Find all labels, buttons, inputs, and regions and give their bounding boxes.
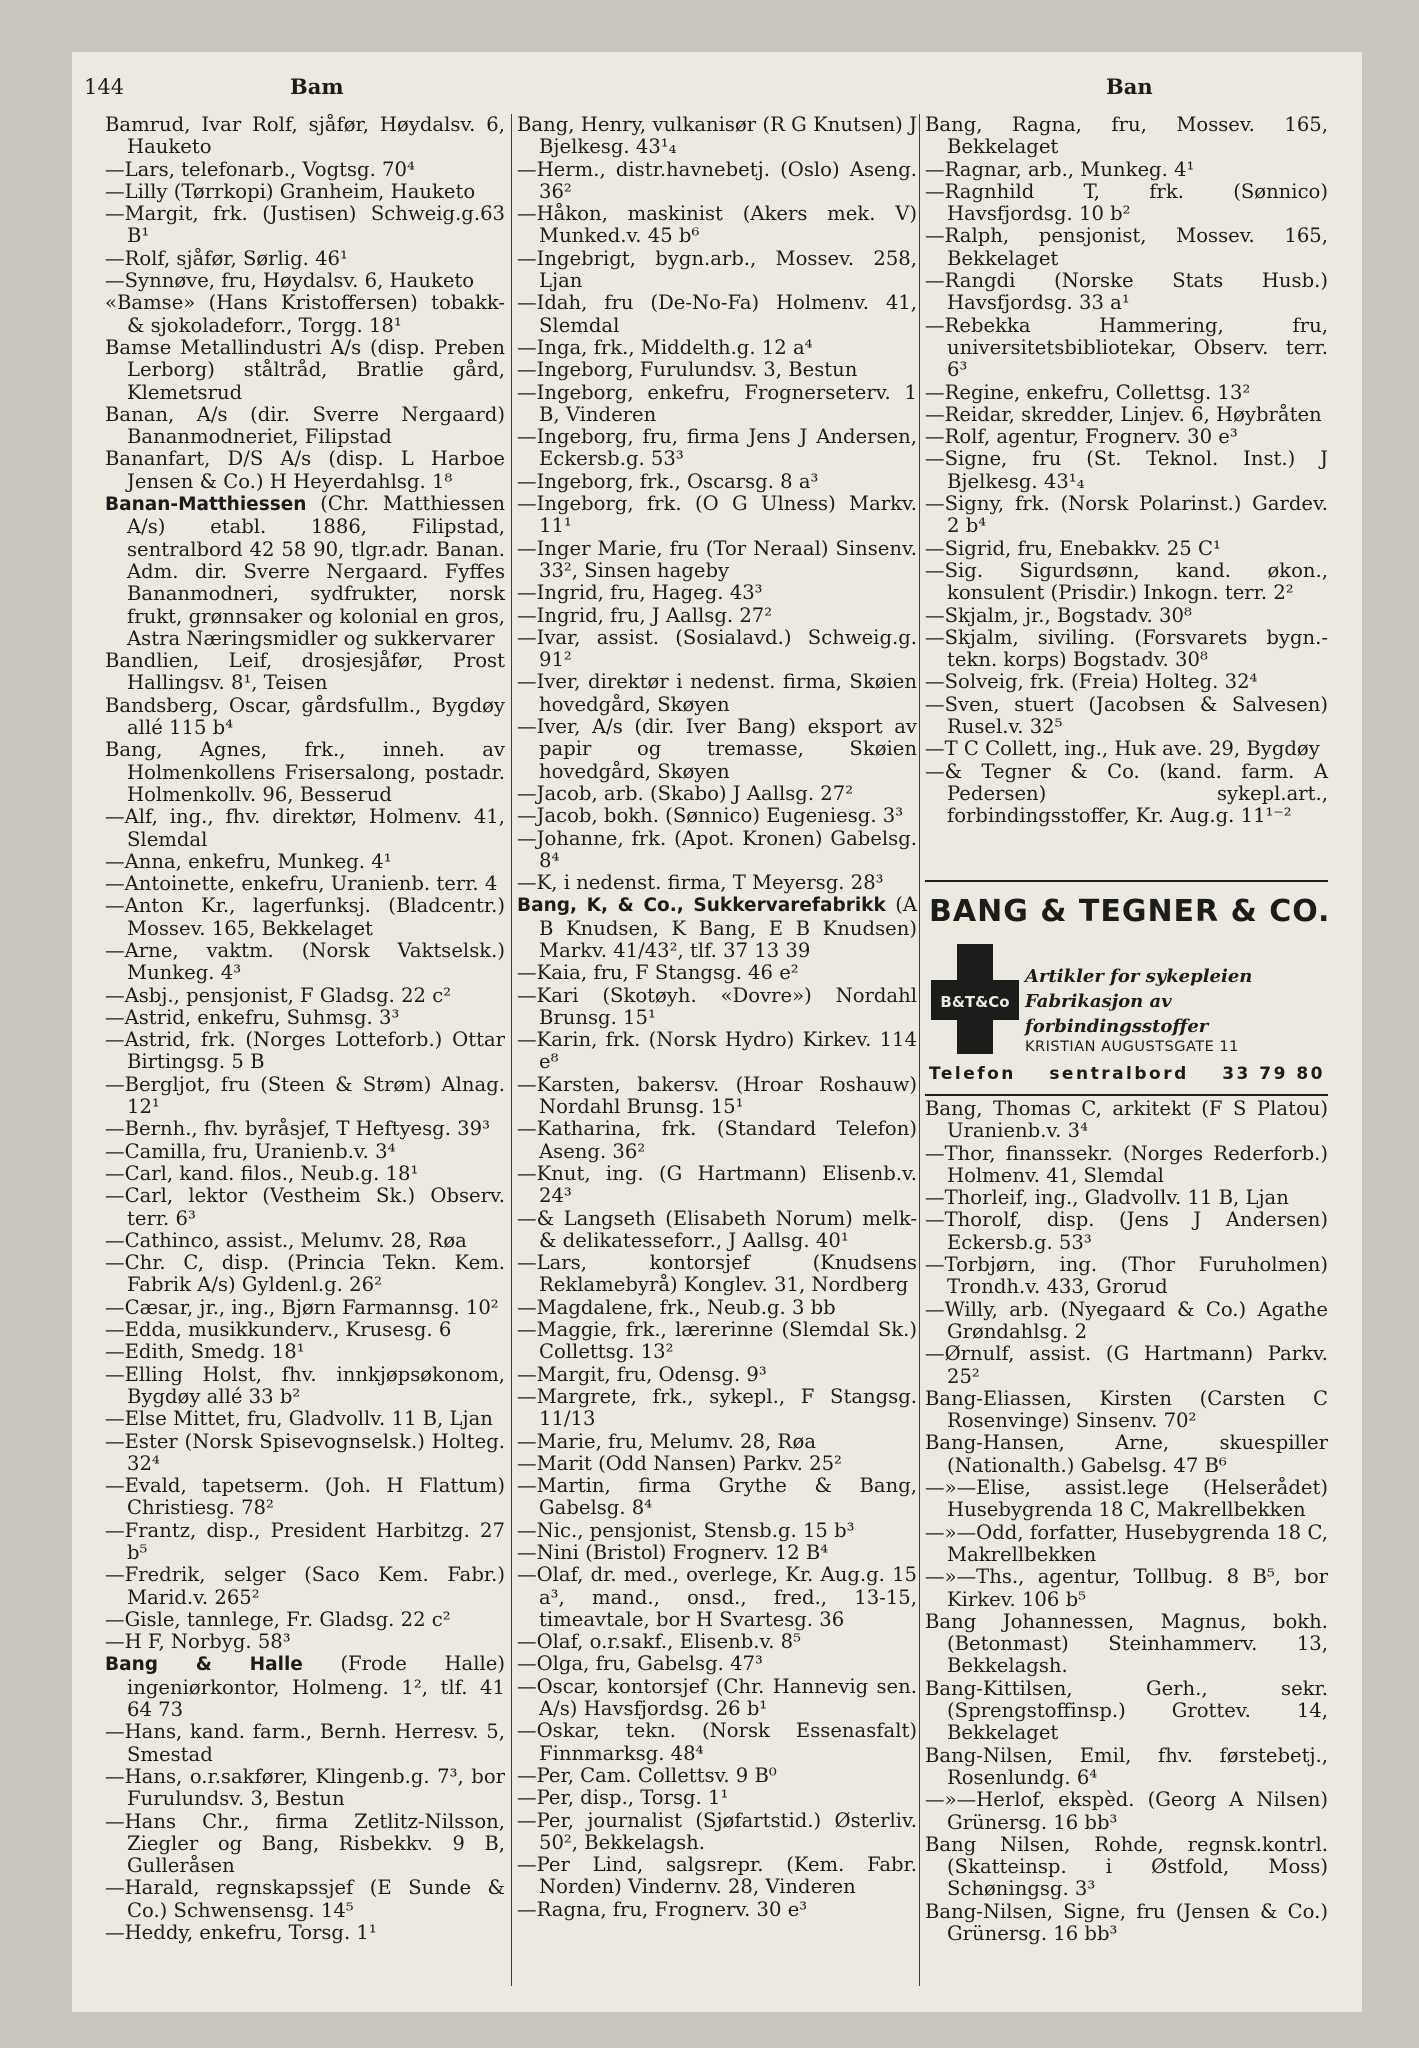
directory-entry: —Jacob, arb. (Skabo) J Aallsg. 27² bbox=[517, 781, 854, 805]
directory-entry: —Rangdi (Norske Stats Husb.) Havsfjordsg. 33 a¹ bbox=[925, 269, 1328, 315]
phone-label: Telefon bbox=[929, 1064, 1016, 1084]
directory-entry: —Hans Chr., firma Zetlitz-Nilsson, Ziegler og Bang, Risbekkv. 9 B, Gulleråsen bbox=[105, 1809, 505, 1878]
directory-entry: —Håkon, maskinist (Akers mek. V) Munked.v. 45 b⁶ bbox=[517, 202, 917, 248]
directory-entry: —Anton Kr., lagerfunksj. (Bladcentr.) Mossev. 165, Bekkelaget bbox=[105, 894, 505, 940]
directory-entry: —Rolf, agentur, Frognerv. 30 e³ bbox=[925, 425, 1238, 449]
directory-entry: —Karin, frk. (Norsk Hydro) Kirkev. 114 e⁸ bbox=[517, 1028, 917, 1074]
directory-entry: —H F, Norbyg. 58³ bbox=[105, 1630, 291, 1654]
directory-entry: Bandsberg, Oscar, gårdsfullm., Bygdøy allé 115 b⁴ bbox=[105, 693, 505, 740]
ad-title: BANG & TEGNER & CO. bbox=[929, 894, 1331, 929]
directory-entry: Bamse Metallindustri A/s (disp. Preben Lerborg) ståltråd, Bratlie gård, Klemetsrud bbox=[105, 335, 505, 404]
directory-entry: Bang-Kittilsen, Gerh., sekr. (Sprengstoffinsp.) Grottev. 14, Bekkelaget bbox=[925, 1676, 1328, 1745]
directory-entry: —Per, disp., Torsg. 1¹ bbox=[517, 1786, 729, 1810]
directory-entry: Bananfart, D/S A/s (disp. L Harboe Jensen & Co.) H Heyerdahlsg. 1⁸ bbox=[105, 447, 505, 493]
directory-entry: —K, i nedenst. firma, T Meyersg. 28³ bbox=[517, 871, 884, 895]
column-3-top bbox=[925, 114, 1328, 828]
directory-entry: —Rolf, sjåfør, Sørlig. 46¹ bbox=[105, 246, 348, 270]
directory-entry: —Reidar, skredder, Linjev. 6, Høybråten bbox=[925, 402, 1322, 426]
directory-entry: —Margit, frk. (Justisen) Schweig.g.63 B¹ bbox=[105, 202, 505, 248]
directory-entry: —Ester (Norsk Spisevognselsk.) Holteg. 32⁴ bbox=[105, 1429, 505, 1475]
ad-address: KRISTIAN AUGUSTSGATE 11 bbox=[1025, 1039, 1239, 1055]
directory-entry: —Edda, musikkunderv., Krusesg. 6 bbox=[105, 1318, 452, 1342]
directory-entry: —Skjalm, siviling. (Forsvarets bygn.-tekn. korps) Bogstadv. 30⁸ bbox=[925, 625, 1328, 672]
directory-entry: —Rebekka Hammering, fru, universitetsbibliotekar, Observ. terr. 6³ bbox=[925, 313, 1328, 382]
directory-entry: —Knut, ing. (G Hartmann) Elisenb.v. 24³ bbox=[517, 1161, 917, 1208]
directory-entry: —Anna, enkefru, Munkeg. 4¹ bbox=[105, 849, 392, 873]
directory-entry: Bang-Nilsen, Emil, fhv. førstebetj., Rosenlundg. 6⁴ bbox=[925, 1743, 1328, 1789]
left-running-head: Bam bbox=[290, 74, 344, 99]
directory-entry: —Edith, Smedg. 18¹ bbox=[105, 1340, 305, 1364]
directory-entry: Bang Johannessen, Magnus, bokh. (Betonmast) Steinhammerv. 13, Bekkelagsh. bbox=[925, 1609, 1328, 1678]
directory-entry: —Sigrid, fru, Enebakkv. 25 C¹ bbox=[925, 536, 1221, 560]
directory-entry: —Sig. Sigurdsønn, kand. økon., konsulent (Prisdir.) Inkogn. terr. 2² bbox=[925, 558, 1328, 605]
directory-entry: —Chr. C, disp. (Princia Tekn. Kem. Fabrik A/s) Gyldenl.g. 26² bbox=[105, 1251, 505, 1297]
directory-entry: —Arne, vaktm. (Norsk Vaktselsk.) Munkeg. 4³ bbox=[105, 938, 505, 985]
directory-entry: —Margrete, frk., sykepl., F Stangsg. 11/13 bbox=[517, 1384, 917, 1431]
directory-entry: —Nic., pensjonist, Stensb.g. 15 b³ bbox=[517, 1518, 855, 1542]
directory-entry: —Jacob, bokh. (Sønnico) Eugeniesg. 3³ bbox=[517, 804, 904, 828]
directory-entry: —Camilla, fru, Uranienb.v. 3⁴ bbox=[105, 1139, 396, 1163]
directory-entry: —Kari (Skotøyh. «Dovre») Nordahl Brunsg. 15¹ bbox=[517, 983, 917, 1029]
directory-entry: —Bergljot, fru (Steen & Strøm) Alnag. 12¹ bbox=[105, 1072, 505, 1119]
directory-entry: —Willy, arb. (Nyegaard & Co.) Agathe Grøndahlsg. 2 bbox=[925, 1297, 1328, 1343]
directory-entry: —»—Herlof, ekspèd. (Georg A Nilsen) Grünersg. 16 bb³ bbox=[925, 1788, 1328, 1834]
directory-entry: —Ingeborg, fru, firma Jens J Andersen, Eckersb.g. 53³ bbox=[517, 425, 917, 471]
directory-entry: —Karsten, bakersv. (Hroar Roshauw) Nordahl Brunsg. 15¹ bbox=[517, 1072, 917, 1119]
directory-entry: —Signy, frk. (Norsk Polarinst.) Gardev. 2 b⁴ bbox=[925, 492, 1328, 538]
advertisement bbox=[925, 880, 1331, 1096]
directory-entry: —Katharina, frk. (Standard Telefon) Aseng. 36² bbox=[517, 1117, 917, 1163]
directory-entry: —Evald, tapetserm. (Joh. H Flattum) Christiesg. 78² bbox=[105, 1474, 505, 1520]
directory-entry: —Heddy, enkefru, Torsg. 1¹ bbox=[105, 1921, 377, 1945]
column-rule bbox=[919, 114, 920, 1986]
directory-entry: —Antoinette, enkefru, Uranienb. terr. 4 bbox=[105, 872, 498, 896]
directory-entry: Bang, K, & Co., Sukkervarefabrikk (A B Knudsen, K Bang, E B Knudsen) Markv. 41/43², tlf. 37 13 39 bbox=[517, 893, 917, 962]
directory-entry: —Synnøve, fru, Høydalsv. 6, Hauketo bbox=[105, 269, 475, 293]
directory-entry: —Ingeborg, frk., Oscarsg. 8 a³ bbox=[517, 469, 819, 493]
directory-entry: —Inga, frk., Middelth.g. 12 a⁴ bbox=[517, 335, 813, 359]
column-3-bottom bbox=[925, 1098, 1328, 1945]
directory-entry: —Marit (Odd Nansen) Parkv. 25² bbox=[517, 1451, 842, 1475]
directory-entry: —Skjalm, jr., Bogstadv. 30⁸ bbox=[925, 603, 1192, 627]
directory-entry: —Astrid, frk. (Norges Lotteforb.) Ottar Birtingsg. 5 B bbox=[105, 1028, 505, 1074]
directory-entry: —Hans, o.r.sakfører, Klingenb.g. 7³, bor Furulundsv. 3, Bestun bbox=[105, 1764, 505, 1811]
directory-entry: —Gisle, tannlege, Fr. Gladsg. 22 c² bbox=[105, 1607, 451, 1631]
directory-entry: —Ragnhild T, frk. (Sønnico) Havsfjordsg. 10 b² bbox=[925, 179, 1328, 226]
directory-entry: —Martin, firma Grythe & Bang, Gabelsg. 8⁴ bbox=[517, 1474, 917, 1520]
directory-entry: —Regine, enkefru, Collettsg. 13² bbox=[925, 380, 1251, 404]
directory-entry: —Hans, kand. farm., Bernh. Herresv. 5, Smestad bbox=[105, 1720, 505, 1766]
directory-entry: —Thor, finanssekr. (Norges Rederforb.) Holmenv. 41, Slemdal bbox=[925, 1141, 1328, 1187]
directory-entry: —Marie, fru, Melumv. 28, Røa bbox=[517, 1429, 817, 1453]
directory-entry: Bang, Thomas C, arkitekt (F S Platou) Uranienb.v. 3⁴ bbox=[925, 1097, 1328, 1143]
directory-entry: —»—Ths., agentur, Tollbug. 8 B⁵, bor Kirkev. 106 b⁵ bbox=[925, 1565, 1328, 1611]
directory-entry: —Herm., distr.havnebetj. (Oslo) Aseng. 36² bbox=[517, 157, 917, 203]
directory-entry: —Oskar, tekn. (Norsk Essenasfalt) Finnmarksg. 48⁴ bbox=[517, 1719, 917, 1765]
directory-entry: —Thorolf, disp. (Jens J Andersen) Eckersb.g. 53³ bbox=[925, 1208, 1328, 1254]
directory-entry: —Sven, stuert (Jacobsen & Salvesen) Rusel.v. 32⁵ bbox=[925, 692, 1328, 739]
directory-entry: Bang-Eliassen, Kirsten (Carsten C Rosenvinge) Sinsenv. 70² bbox=[925, 1386, 1328, 1433]
directory-entry: Bamrud, Ivar Rolf, sjåfør, Høydalsv. 6, Hauketo bbox=[105, 113, 505, 159]
directory-entry: —Thorleif, ing., Gladvollv. 11 B, Ljan bbox=[925, 1186, 1289, 1210]
directory-entry: —Oscar, kontorsjef (Chr. Hannevig sen. A/s) Havsfjordsg. 26 b¹ bbox=[517, 1674, 917, 1721]
directory-entry: —»—Elise, assist.lege (Helserådet) Husebygrenda 18 C, Makrellbekken bbox=[925, 1476, 1328, 1522]
directory-entry: —Elling Holst, fhv. innkjøpsøkonom, Bygdøy allé 33 b² bbox=[105, 1362, 505, 1408]
directory-entry: —Signe, fru (St. Teknol. Inst.) J Bjelkesg. 43¹₄ bbox=[925, 447, 1328, 493]
directory-entry: —»—Odd, forfatter, Husebygrenda 18 C, Makrellbekken bbox=[925, 1520, 1328, 1566]
directory-entry: Bandlien, Leif, drosjesjåfør, Prost Hallingsv. 8¹, Teisen bbox=[105, 649, 505, 695]
logo-text: B&T&Co bbox=[940, 993, 1010, 1011]
directory-entry: —Ingrid, fru, J Aallsg. 27² bbox=[517, 603, 773, 627]
directory-entry: Banan, A/s (dir. Sverre Nergaard) Bananmodneriet, Filipstad bbox=[105, 402, 505, 449]
directory-entry: —Alf, ing., fhv. direktør, Holmenv. 41, Slemdal bbox=[105, 805, 505, 851]
directory-entry: —Else Mittet, fru, Gladvollv. 11 B, Ljan bbox=[105, 1407, 493, 1431]
directory-entry: —Ingeborg, enkefru, Frognerseterv. 1 B, Vinderen bbox=[517, 380, 917, 426]
directory-entry: —Lars, kontorsjef (Knudsens Reklamebyrå) Konglev. 31, Nordberg bbox=[517, 1251, 917, 1297]
directory-entry: —Astrid, enkefru, Suhmsg. 3³ bbox=[105, 1005, 400, 1029]
column-1 bbox=[105, 114, 505, 1944]
directory-entry: —Iver, direktør i nedenst. firma, Skøien hovedgård, Skøyen bbox=[517, 670, 917, 716]
directory-entry: Bang, Henry, vulkanisør (R G Knutsen) J Bjelkesg. 43¹₄ bbox=[517, 113, 917, 159]
directory-entry: —Cathinco, assist., Melumv. 28, Røa bbox=[105, 1228, 467, 1252]
directory-entry: —Ralph, pensjonist, Mossev. 165, Bekkelaget bbox=[925, 224, 1328, 270]
directory-entry: —& Tegner & Co. (kand. farm. A Pedersen) sykepl.art., forbindingsstoffer, Kr. Aug.g. 11¹⁻² bbox=[925, 759, 1328, 828]
directory-entry: —Per Lind, salgsrepr. (Kem. Fabr. Norden) Vindernv. 28, Vinderen bbox=[517, 1853, 917, 1899]
column-2 bbox=[517, 114, 917, 1921]
ad-line-1: Artikler for sykepleien bbox=[1025, 966, 1253, 987]
directory-entry: —Ørnulf, assist. (G Hartmann) Parkv. 25² bbox=[925, 1342, 1328, 1388]
directory-entry: —Solveig, frk. (Freia) Holteg. 32⁴ bbox=[925, 670, 1258, 694]
directory-entry: —Maggie, frk., lærerinne (Slemdal Sk.) Collettsg. 13² bbox=[517, 1318, 917, 1364]
directory-entry: Bang & Halle (Frode Halle) ingeniørkontor, Holmeng. 1², tlf. 41 64 73 bbox=[105, 1652, 505, 1722]
phone-switchboard: sentralbord bbox=[1049, 1064, 1189, 1084]
directory-entry: Bang, Ragna, fru, Mossev. 165, Bekkelaget bbox=[925, 113, 1328, 159]
directory-entry: —Per, Cam. Collettsv. 9 B⁰ bbox=[517, 1763, 777, 1787]
directory-entry: «Bamse» (Hans Kristoffersen) tobakk- & sjokoladeforr., Torgg. 18¹ bbox=[105, 291, 505, 337]
directory-entry: —Fredrik, selger (Saco Kem. Fabr.) Marid.v. 265² bbox=[105, 1563, 505, 1609]
ad-tagline bbox=[1025, 964, 1315, 1039]
directory-entry: —Ingrid, fru, Hageg. 43³ bbox=[517, 581, 763, 605]
directory-entry: —Asbj., pensjonist, F Gladsg. 22 c² bbox=[105, 983, 452, 1007]
column-rule bbox=[511, 114, 512, 1986]
right-running-head: Ban bbox=[1106, 74, 1153, 99]
directory-entry: —Frantz, disp., President Harbitzg. 27 b⁵ bbox=[105, 1518, 505, 1564]
directory-entry: —Olga, fru, Gabelsg. 47³ bbox=[517, 1652, 763, 1676]
directory-entry: —Margit, fru, Odensg. 9³ bbox=[517, 1362, 767, 1386]
directory-entry: —Lars, telefonarb., Vogtsg. 70⁴ bbox=[105, 157, 415, 181]
directory-entry: —Harald, regnskapssjef (E Sunde & Co.) Schwensensg. 14⁵ bbox=[105, 1876, 505, 1922]
directory-entry: —Carl, lektor (Vestheim Sk.) Observ. terr. 6³ bbox=[105, 1184, 505, 1230]
ad-phone bbox=[929, 1064, 1325, 1084]
directory-entry: —Magdalene, frk., Neub.g. 3 bb bbox=[517, 1295, 836, 1319]
phone-number: 33 79 80 bbox=[1222, 1064, 1325, 1084]
directory-entry: —Cæsar, jr., ing., Bjørn Farmannsg. 10² bbox=[105, 1295, 499, 1319]
directory-entry: —Torbjørn, ing. (Thor Furuholmen) Trondh.v. 433, Grorud bbox=[925, 1253, 1328, 1299]
directory-entry: —Bernh., fhv. byråsjef, T Heftyesg. 39³ bbox=[105, 1117, 490, 1141]
directory-entry: Bang-Nilsen, Signe, fru (Jensen & Co.) Grünersg. 16 bb³ bbox=[925, 1899, 1328, 1945]
directory-entry: —& Langseth (Elisabeth Norum) melk- & delikatesseforr., J Aallsg. 40¹ bbox=[517, 1206, 917, 1252]
directory-entry: Bang-Hansen, Arne, skuespiller (Nationalth.) Gabelsg. 47 B⁶ bbox=[925, 1431, 1328, 1477]
directory-entry: —Ragna, fru, Frognerv. 30 e³ bbox=[517, 1897, 808, 1921]
directory-entry: —Nini (Bristol) Frognerv. 12 B⁴ bbox=[517, 1541, 829, 1564]
directory-entry: —T C Collett, ing., Huk ave. 29, Bygdøy bbox=[925, 737, 1320, 761]
directory-entry: —Per, journalist (Sjøfartstid.) Østerliv. 50², Bekkelagsh. bbox=[517, 1808, 917, 1854]
directory-entry: —Carl, kand. filos., Neub.g. 18¹ bbox=[105, 1161, 419, 1185]
directory-entry: Bang, Agnes, frk., inneh. av Holmenkollens Frisersalong, postadr. Holmenkollv. 96, Besserud bbox=[105, 738, 505, 806]
directory-entry: —Inger Marie, fru (Tor Neraal) Sinsenv. 33², Sinsen hageby bbox=[517, 536, 917, 582]
directory-entry: —Ragnar, arb., Munkeg. 4¹ bbox=[925, 157, 1195, 181]
directory-entry: —Lilly (Tørrkopi) Granheim, Hauketo bbox=[105, 179, 476, 203]
directory-entry: —Olaf, o.r.sakf., Elisenb.v. 8⁵ bbox=[517, 1630, 801, 1654]
page-number: 144 bbox=[84, 75, 125, 99]
directory-entry: Banan-Matthiessen (Chr. Matthiessen A/s) etabl. 1886, Filipstad, sentralbord 42 58 90, tlgr.adr. Banan. Adm. dir. Sverre Nergaard. Fyffes Bananmodneri, sydfrukter, norsk frukt, grønnsaker og kolonial en gros, Astra Næringsmidler og sukkervarer bbox=[105, 492, 505, 650]
red-cross-logo-icon bbox=[931, 944, 1019, 1054]
directory-entry: —Ingebrigt, bygn.arb., Mossev. 258, Ljan bbox=[517, 246, 917, 293]
directory-entry: —Ingeborg, frk. (O G Ulness) Markv. 11¹ bbox=[517, 492, 917, 538]
directory-entry: —Johanne, frk. (Apot. Kronen) Gabelsg. 8⁴ bbox=[517, 826, 917, 872]
directory-entry: —Idah, fru (De-No-Fa) Holmenv. 41, Slemdal bbox=[517, 291, 917, 337]
directory-entry: Bang Nilsen, Rohde, regnsk.kontrl. (Skatteinsp. i Østfold, Moss) Schøningsg. 3³ bbox=[925, 1832, 1328, 1901]
directory-entry: —Olaf, dr. med., overlege, Kr. Aug.g. 15 a³, mand., onsd., fred., 13-15, timeavtale, bor H Svartesg. 36 bbox=[517, 1563, 917, 1631]
directory-entry: —Ivar, assist. (Sosialavd.) Schweig.g. 91² bbox=[517, 625, 917, 672]
directory-entry: —Ingeborg, Furulundsv. 3, Bestun bbox=[517, 358, 858, 382]
directory-entry: —Iver, A/s (dir. Iver Bang) eksport av papir og tremasse, Skøien hovedgård, Skøyen bbox=[517, 715, 917, 783]
ad-line-2: Fabrikasjon av forbindingsstoffer bbox=[1025, 991, 1209, 1037]
directory-entry: —Kaia, fru, F Stangsg. 46 e² bbox=[517, 961, 799, 985]
directory-page bbox=[72, 52, 1362, 2012]
